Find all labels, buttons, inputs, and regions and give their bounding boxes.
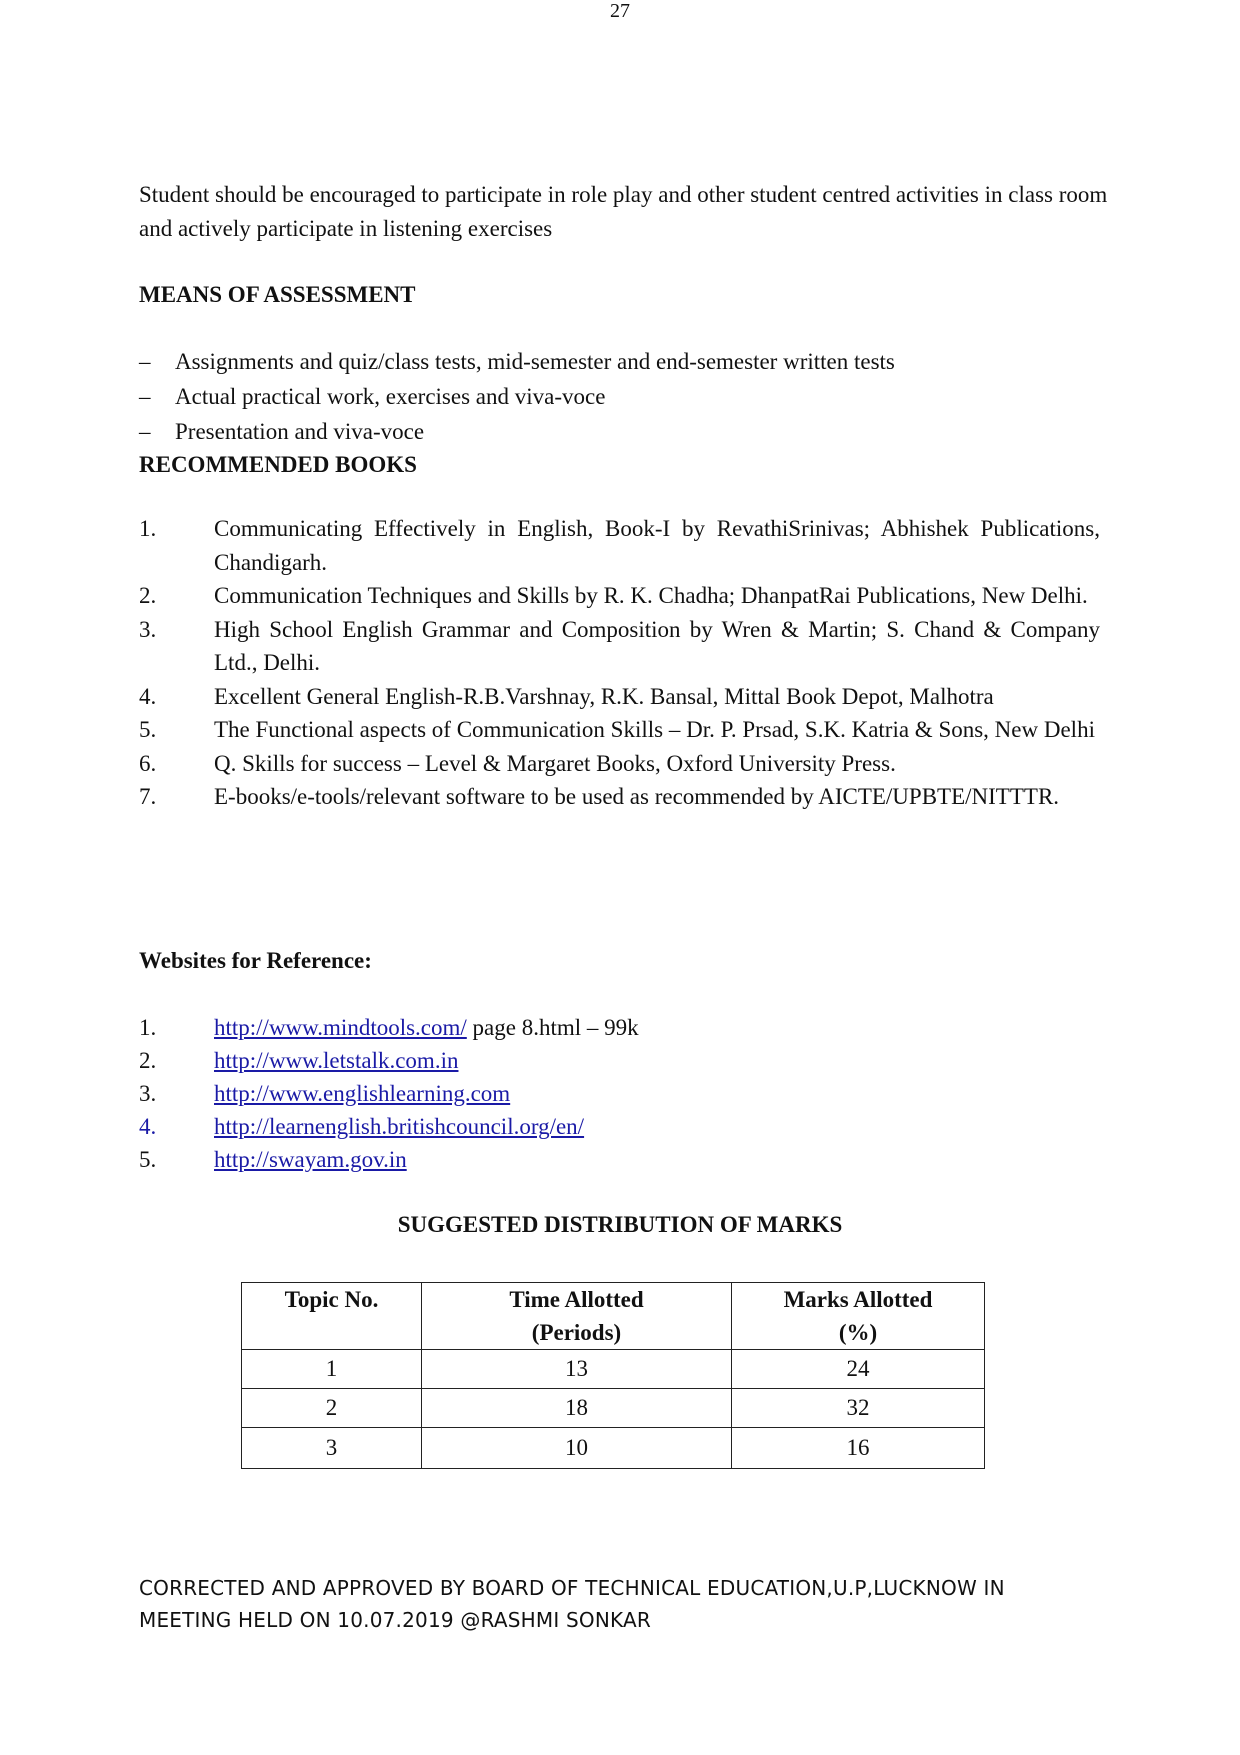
approval-footer bbox=[139, 1572, 1005, 1636]
books-list bbox=[139, 512, 1100, 814]
list-item bbox=[139, 512, 1100, 579]
list-number: 4. bbox=[139, 1114, 157, 1139]
list-number: 3. bbox=[139, 1081, 157, 1106]
list-item bbox=[139, 1077, 639, 1110]
table-row bbox=[242, 1350, 985, 1389]
list-item bbox=[139, 780, 1100, 814]
header-time: Time Allotted (Periods) bbox=[422, 1283, 732, 1350]
book-text: High School English Grammar and Composition by Wren & Martin; S. Chand & Company Ltd., Delhi. bbox=[214, 616, 1100, 675]
list-item bbox=[139, 1011, 639, 1044]
list-item bbox=[139, 344, 895, 379]
list-item-text: Actual practical work, exercises and viva-voce bbox=[175, 384, 606, 409]
bullet-dash: – bbox=[139, 349, 151, 374]
assessment-list bbox=[139, 344, 895, 449]
list-number: 2. bbox=[139, 1048, 157, 1073]
list-item-text: Assignments and quiz/class tests, mid-semester and end-semester written tests bbox=[175, 349, 895, 374]
list-item bbox=[139, 1110, 639, 1143]
list-item bbox=[139, 1044, 639, 1077]
bullet-dash: – bbox=[139, 419, 151, 444]
marks-table-title: SUGGESTED DISTRIBUTION OF MARKS bbox=[397, 1212, 843, 1237]
list-number: 5. bbox=[139, 1147, 157, 1172]
website-link[interactable]: http://www.mindtools.com/ bbox=[214, 1015, 467, 1040]
intro-paragraph: Student should be encouraged to participate in role play and other student centred activities in class room and actively participate in listening exercises bbox=[139, 182, 1108, 241]
cell-time: 10 bbox=[422, 1428, 732, 1469]
link-suffix: page 8.html – 99k bbox=[466, 1015, 639, 1040]
list-item bbox=[139, 414, 895, 449]
books-heading: RECOMMENDED BOOKS bbox=[139, 452, 417, 477]
website-link[interactable]: http://www.englishlearning.com bbox=[214, 1081, 511, 1106]
list-number: 5. bbox=[139, 717, 157, 742]
list-number: 6. bbox=[139, 750, 157, 776]
websites-list bbox=[139, 1011, 639, 1176]
bullet-dash: – bbox=[139, 384, 151, 409]
cell-time: 13 bbox=[422, 1350, 732, 1389]
list-number: 2. bbox=[139, 583, 157, 608]
book-text: Communicating Effectively in English, Book-I by RevathiSrinivas; Abhishek Publications, Chandigarh. bbox=[214, 516, 1100, 575]
cell-topic: 2 bbox=[242, 1389, 422, 1428]
list-item bbox=[139, 379, 895, 414]
page-number: 27 bbox=[610, 0, 630, 22]
book-text: The Functional aspects of Communication Skills – Dr. P. Prsad, S.K. Katria & Sons, New Delhi bbox=[214, 717, 1095, 742]
website-link[interactable]: http://www.letstalk.com.in bbox=[214, 1048, 459, 1073]
table-row bbox=[242, 1428, 985, 1469]
marks-table bbox=[241, 1282, 985, 1469]
book-text: E-books/e-tools/relevant software to be used as recommended by AICTE/UPBTE/NITTTR. bbox=[214, 784, 1060, 809]
book-text: Q. Skills for success – Level & Margaret Books, Oxford University Press. bbox=[214, 750, 896, 776]
website-link[interactable]: http://swayam.gov.in bbox=[214, 1147, 407, 1172]
list-item bbox=[139, 680, 1100, 714]
book-text: Communication Techniques and Skills by R. K. Chadha; DhanpatRai Publications, New Delhi. bbox=[214, 583, 1088, 608]
table-header-row bbox=[242, 1283, 985, 1350]
cell-marks: 16 bbox=[732, 1428, 985, 1469]
cell-time: 18 bbox=[422, 1389, 732, 1428]
list-number: 1. bbox=[139, 516, 157, 541]
list-item bbox=[139, 713, 1100, 747]
cell-marks: 32 bbox=[732, 1389, 985, 1428]
list-number: 3. bbox=[139, 616, 157, 642]
websites-heading: Websites for Reference: bbox=[139, 948, 372, 973]
cell-topic: 3 bbox=[242, 1428, 422, 1469]
footer-line: CORRECTED AND APPROVED BY BOARD OF TECHNICAL EDUCATION,U.P,LUCKNOW IN bbox=[139, 1576, 1005, 1600]
list-item bbox=[139, 613, 1100, 680]
list-item bbox=[139, 579, 1100, 613]
list-number: 7. bbox=[139, 784, 157, 809]
table-row bbox=[242, 1389, 985, 1428]
book-text: Excellent General English-R.B.Varshnay, R.K. Bansal, Mittal Book Depot, Malhotra bbox=[214, 683, 994, 709]
header-topic: Topic No. bbox=[242, 1283, 422, 1350]
website-link[interactable]: http://learnenglish.britishcouncil.org/en/ bbox=[214, 1114, 585, 1139]
footer-line: MEETING HELD ON 10.07.2019 @RASHMI SONKAR bbox=[139, 1608, 651, 1632]
list-number: 1. bbox=[139, 1015, 157, 1040]
header-marks: Marks Allotted (%) bbox=[732, 1283, 985, 1350]
cell-marks: 24 bbox=[732, 1350, 985, 1389]
list-number: 4. bbox=[139, 683, 157, 709]
list-item bbox=[139, 1143, 639, 1176]
cell-topic: 1 bbox=[242, 1350, 422, 1389]
assessment-heading: MEANS OF ASSESSMENT bbox=[139, 282, 416, 307]
list-item bbox=[139, 747, 1100, 781]
list-item-text: Presentation and viva-voce bbox=[175, 419, 425, 444]
